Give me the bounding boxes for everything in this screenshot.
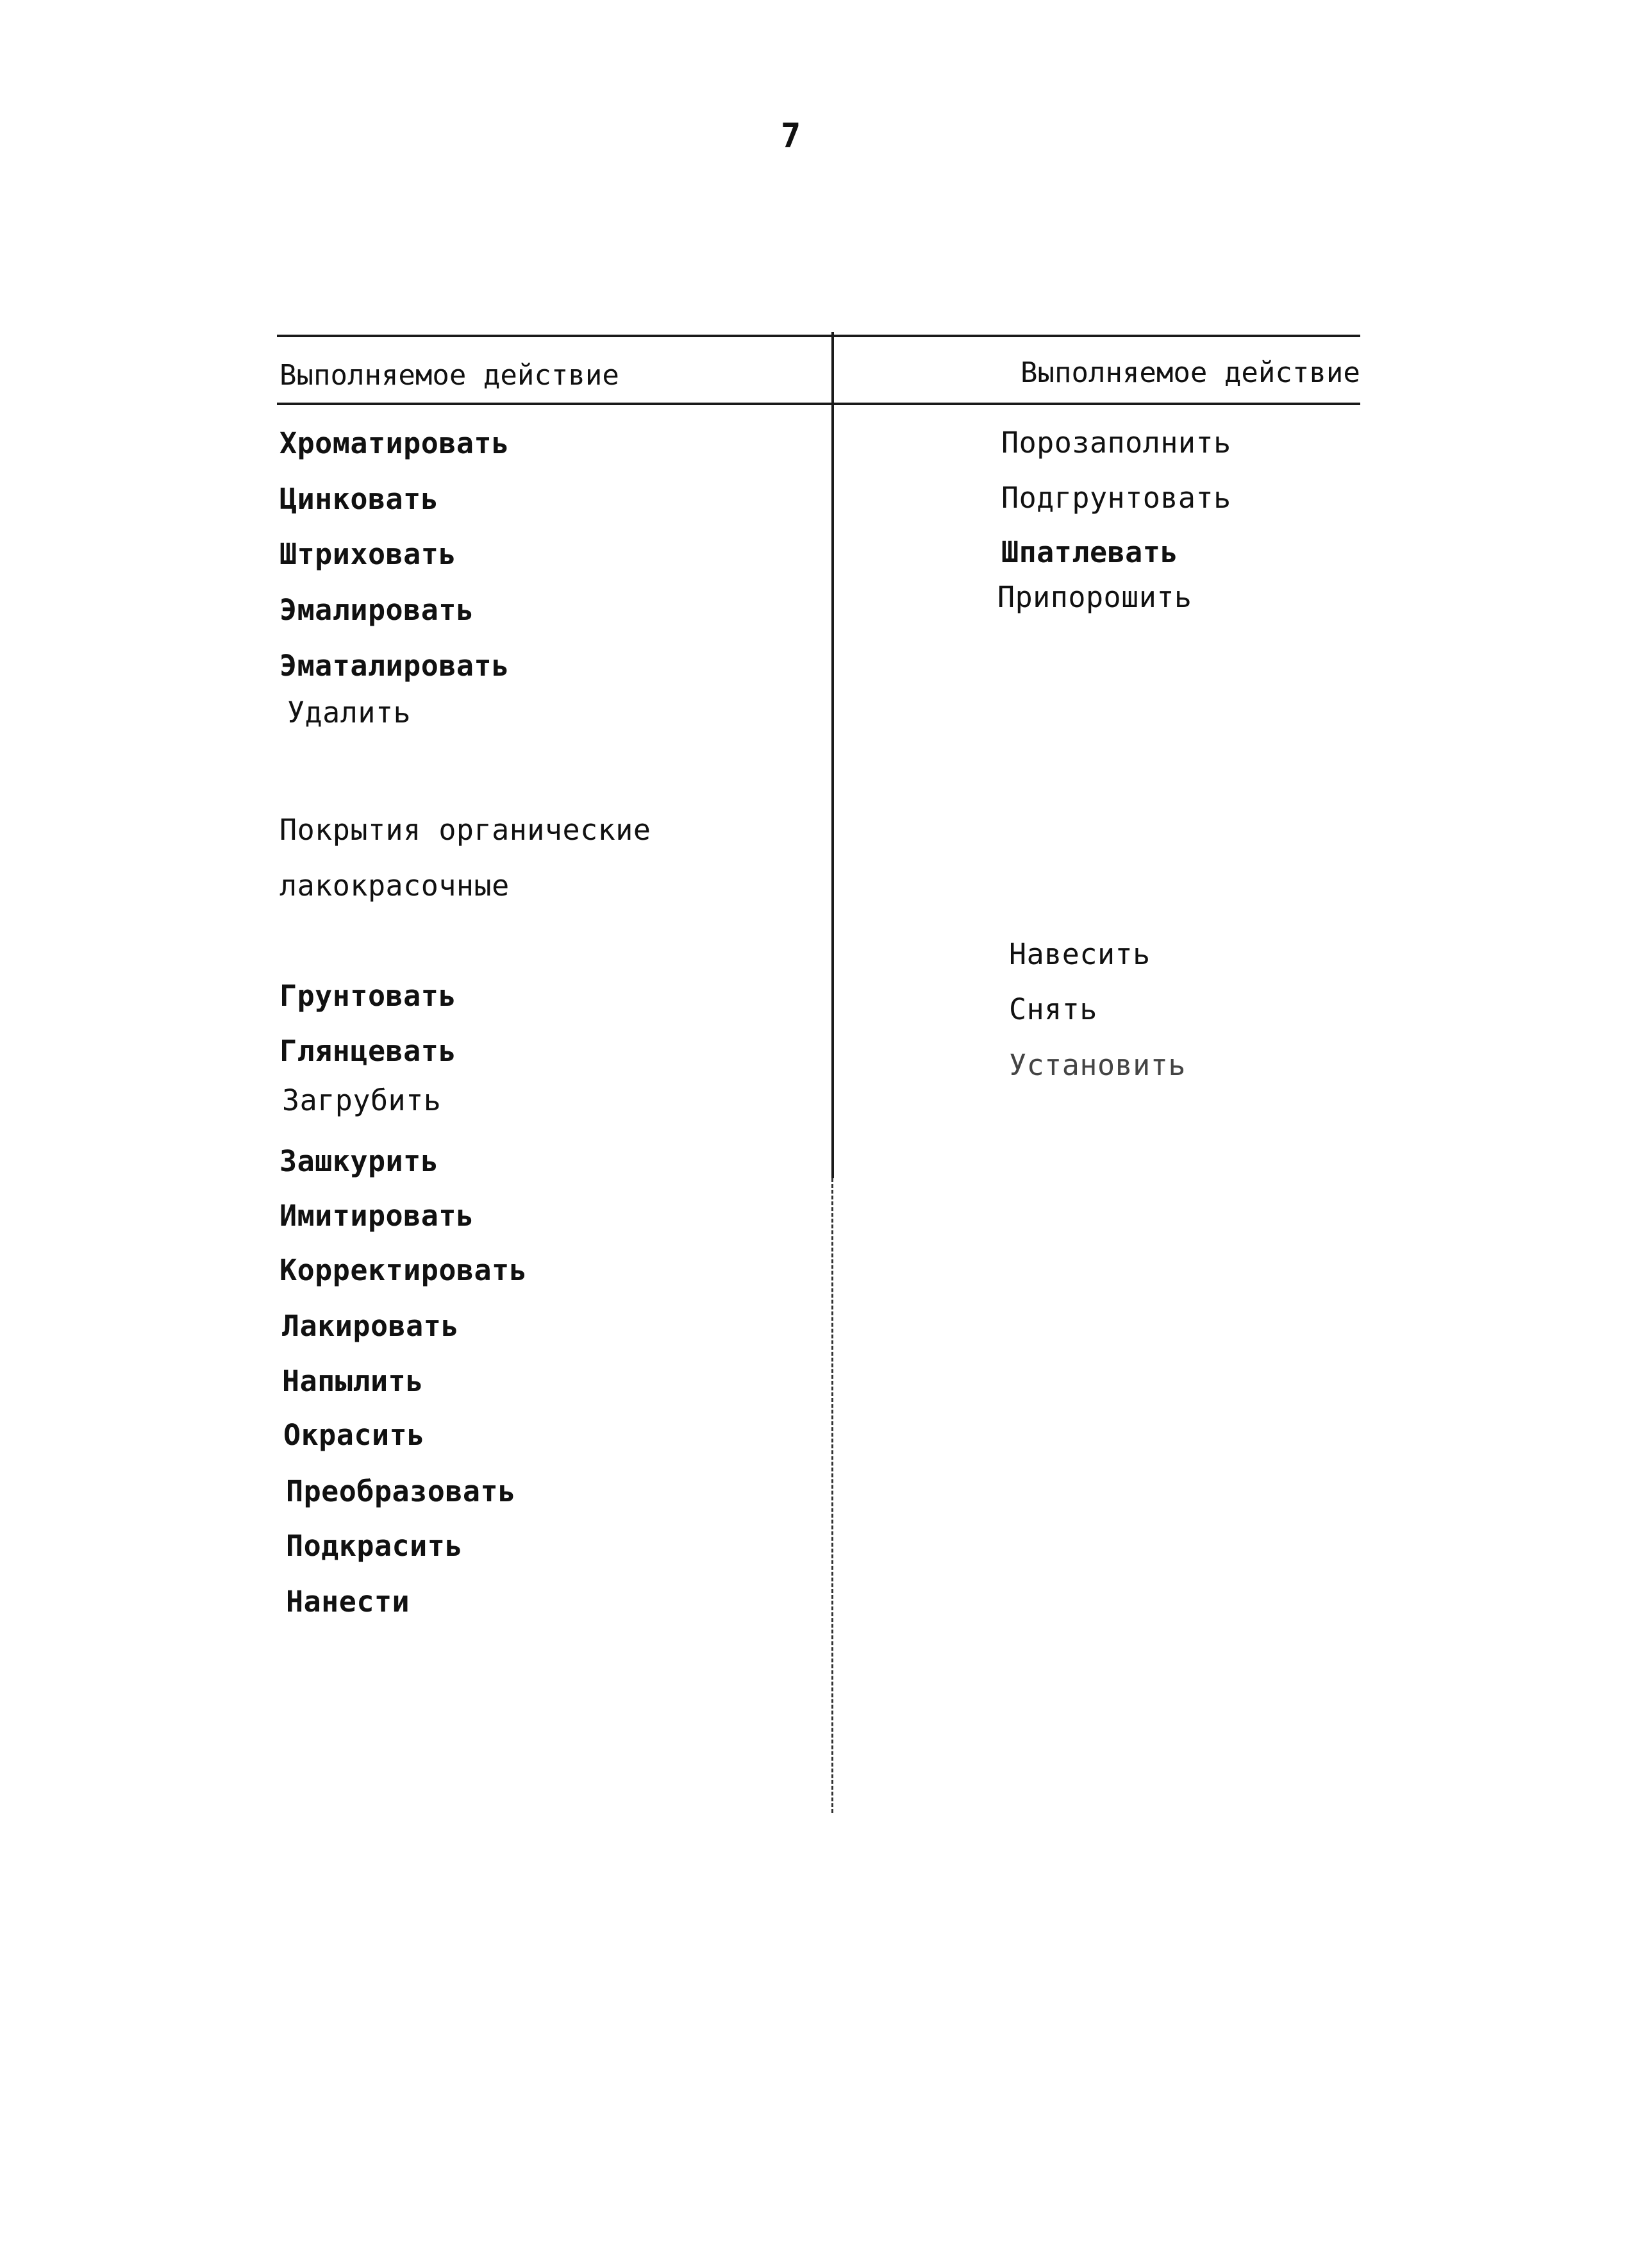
right-row: Навесить: [1009, 937, 1151, 971]
column-divider-lower: [831, 1178, 833, 1813]
left-row: Корректировать: [279, 1253, 528, 1287]
left-row: Имитировать: [279, 1199, 474, 1233]
left-row: Окрасить: [283, 1418, 425, 1452]
right-row: Припорошить: [997, 580, 1192, 614]
left-row: Лакировать: [282, 1309, 459, 1343]
column-divider: [831, 332, 834, 1178]
left-row: Преобразовать: [286, 1474, 516, 1508]
header-left: Выполняемое действие: [279, 359, 619, 392]
table-header-rule: [277, 403, 1360, 405]
left-row: Грунтовать: [279, 979, 456, 1013]
left-row: Штриховать: [279, 537, 456, 571]
left-row: Хроматировать: [279, 426, 510, 460]
left-row: Покрытия органические: [279, 813, 651, 847]
left-row: Напылить: [282, 1364, 424, 1398]
left-row: Эмалировать: [279, 593, 474, 627]
page-number: 7: [781, 117, 801, 155]
right-row: Подгрунтовать: [1001, 481, 1231, 515]
right-row: Порозаполнить: [1001, 426, 1231, 460]
right-row: Снять: [1009, 992, 1097, 1026]
left-row: Нанести: [286, 1585, 410, 1619]
left-row: Эматалировать: [279, 649, 510, 683]
left-row: Зашкурить: [279, 1144, 439, 1178]
header-right: Выполняемое действие: [1021, 356, 1360, 389]
left-row: Удалить: [287, 696, 412, 730]
table-top-rule: [277, 335, 1360, 337]
left-row: Глянцевать: [279, 1034, 456, 1068]
right-row: Шпатлевать: [1001, 535, 1178, 569]
right-row: Установить: [1009, 1048, 1186, 1082]
left-row: лакокрасочные: [279, 869, 510, 903]
left-row: Подкрасить: [286, 1529, 463, 1563]
left-row: Цинковать: [279, 482, 439, 516]
left-row: Загрубить: [282, 1083, 442, 1117]
